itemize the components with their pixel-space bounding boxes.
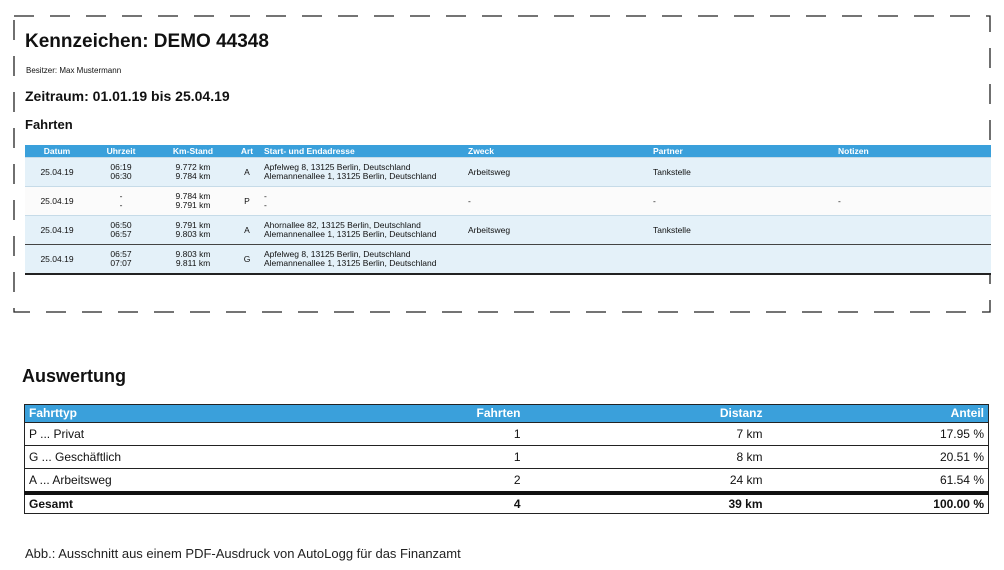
col-partner: Partner [650, 145, 835, 158]
eval-distance: 8 km [525, 446, 767, 469]
col-address: Start- und Endadresse [261, 145, 465, 158]
trip-purpose: Arbeitsweg [465, 158, 650, 187]
table-row [25, 469, 989, 494]
trip-address: Apfelweg 8, 13125 Berlin, Deutschland Alemannenallee 1, 13125 Berlin, Deutschland [261, 245, 465, 275]
plate-title: Kennzeichen: DEMO 44348 [25, 31, 269, 52]
trip-address: Ahornallee 82, 13125 Berlin, Deutschland Alemannenallee 1, 13125 Berlin, Deutschland [261, 216, 465, 245]
trip-partner: - [650, 187, 835, 216]
trip-type: A [233, 216, 261, 245]
col-distance: Distanz [525, 405, 767, 423]
trip-address: Apfelweg 8, 13125 Berlin, Deutschland Alemannenallee 1, 13125 Berlin, Deutschland [261, 158, 465, 187]
col-notes: Notizen [835, 145, 991, 158]
evaluation-header-row [25, 405, 989, 423]
eval-distance: 24 km [525, 469, 767, 494]
eval-trip-type: A ... Arbeitsweg [25, 469, 340, 494]
trip-partner [650, 245, 835, 275]
trip-address: - - [261, 187, 465, 216]
table-row [25, 423, 989, 446]
trip-date: 25.04.19 [25, 187, 89, 216]
eval-distance: 7 km [525, 423, 767, 446]
eval-total-label: Gesamt [25, 493, 340, 514]
eval-trip-type: G ... Geschäftlich [25, 446, 340, 469]
trips-table [25, 145, 991, 275]
col-time: Uhrzeit [89, 145, 153, 158]
eval-share: 61.54 % [767, 469, 989, 494]
trip-purpose: Arbeitsweg [465, 216, 650, 245]
trip-type: P [233, 187, 261, 216]
trip-odometer: 9.772 km 9.784 km [153, 158, 233, 187]
evaluation-table [24, 404, 989, 514]
table-row [25, 187, 991, 216]
table-row [25, 158, 991, 187]
eval-trips: 1 [340, 423, 525, 446]
eval-share: 20.51 % [767, 446, 989, 469]
table-row [25, 216, 991, 245]
trip-time: 06:19 06:30 [89, 158, 153, 187]
trip-odometer: 9.784 km 9.791 km [153, 187, 233, 216]
trip-type: G [233, 245, 261, 275]
trip-notes: - [835, 187, 991, 216]
evaluation-total-row [25, 493, 989, 514]
eval-share: 17.95 % [767, 423, 989, 446]
trips-header-row [25, 145, 991, 158]
trip-partner: Tankstelle [650, 216, 835, 245]
eval-total-trips: 4 [340, 493, 525, 514]
trip-purpose [465, 245, 650, 275]
trip-date: 25.04.19 [25, 245, 89, 275]
col-share: Anteil [767, 405, 989, 423]
trip-odometer: 9.791 km 9.803 km [153, 216, 233, 245]
owner-label: Besitzer: Max Mustermann [26, 66, 122, 75]
table-row [25, 245, 991, 275]
eval-trips: 2 [340, 469, 525, 494]
col-odometer: Km-Stand [153, 145, 233, 158]
col-date: Datum [25, 145, 89, 158]
trip-odometer: 9.803 km 9.811 km [153, 245, 233, 275]
trip-notes [835, 216, 991, 245]
eval-total-share: 100.00 % [767, 493, 989, 514]
evaluation-heading: Auswertung [22, 366, 127, 386]
eval-total-distance: 39 km [525, 493, 767, 514]
col-type: Art [233, 145, 261, 158]
trip-time: - - [89, 187, 153, 216]
trip-partner: Tankstelle [650, 158, 835, 187]
trip-purpose: - [465, 187, 650, 216]
trip-date: 25.04.19 [25, 158, 89, 187]
table-row [25, 446, 989, 469]
eval-trips: 1 [340, 446, 525, 469]
period-label: Zeitraum: 01.01.19 bis 25.04.19 [25, 88, 230, 104]
trip-time: 06:50 06:57 [89, 216, 153, 245]
figure-caption: Abb.: Ausschnitt aus einem PDF-Ausdruck von AutoLogg für das Finanzamt [25, 546, 461, 561]
trip-date: 25.04.19 [25, 216, 89, 245]
trips-heading: Fahrten [25, 117, 73, 132]
trip-notes [835, 158, 991, 187]
col-purpose: Zweck [465, 145, 650, 158]
trip-time: 06:57 07:07 [89, 245, 153, 275]
trip-notes [835, 245, 991, 275]
trip-type: A [233, 158, 261, 187]
col-trip-type: Fahrttyp [25, 405, 340, 423]
col-trips: Fahrten [340, 405, 525, 423]
eval-trip-type: P ... Privat [25, 423, 340, 446]
